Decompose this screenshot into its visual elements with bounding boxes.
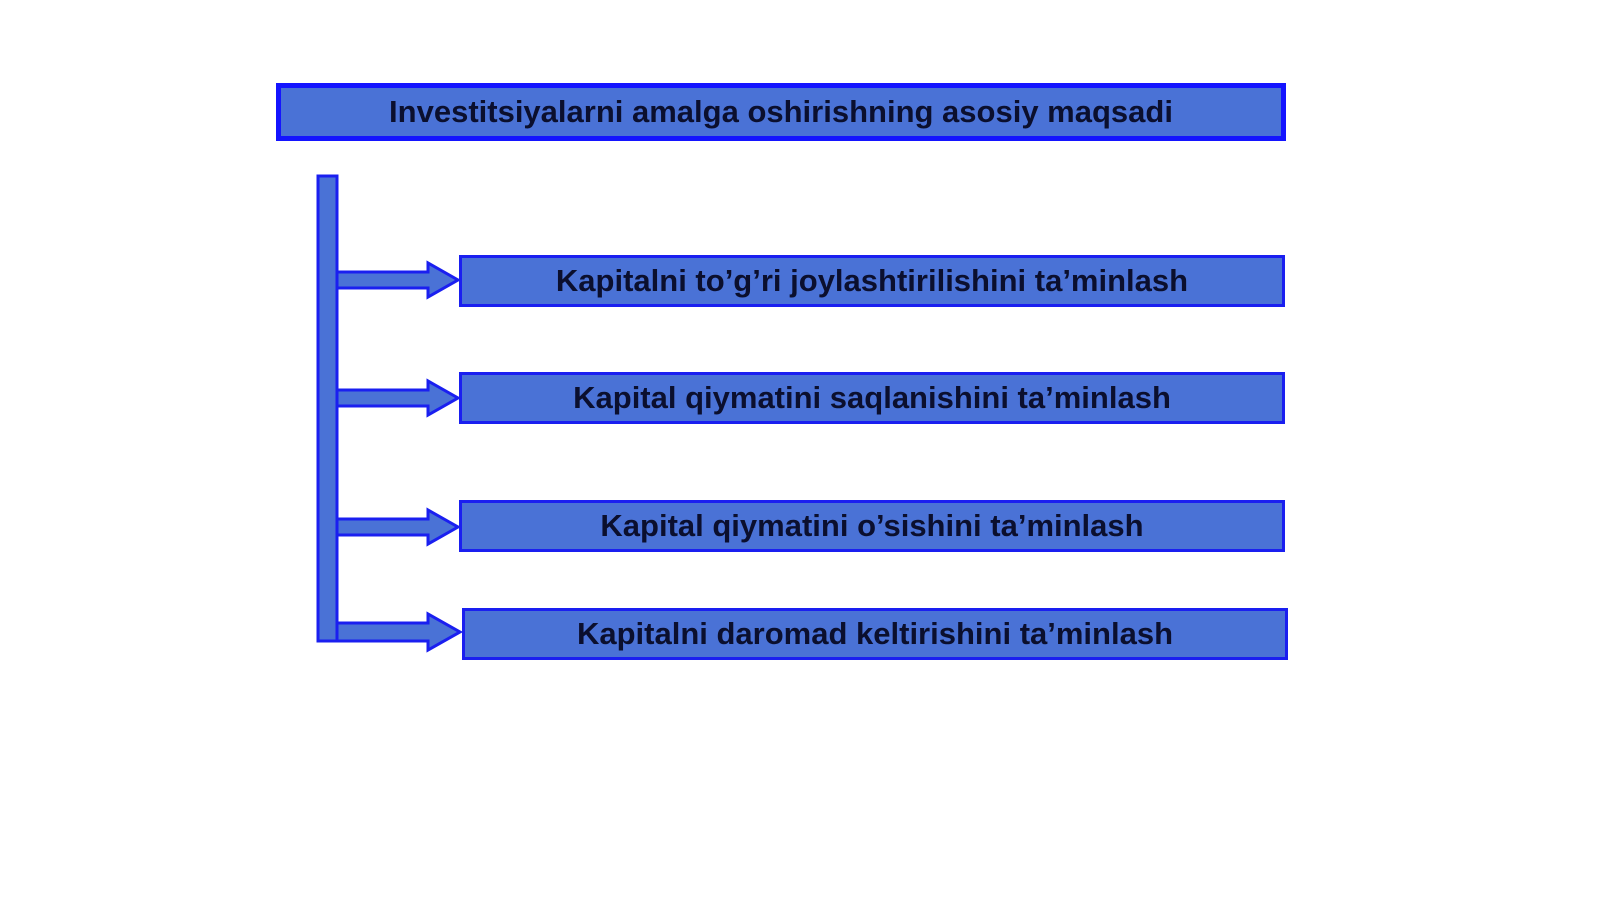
goal-box-2 (459, 372, 1285, 424)
goal-label-1: Kapitalni to’g’ri joylashtirilishini ta’minlash (555, 263, 1189, 298)
goal-box-1 (459, 255, 1285, 307)
goal-label-4: Kapitalni daromad keltirishini ta’minlash (576, 616, 1174, 651)
goal-box-3 (459, 500, 1285, 552)
goal-label-2: Kapital qiymatini saqlanishini ta’minlash (573, 380, 1171, 415)
arrow-to-item-1 (337, 263, 458, 297)
arrow-to-item-4 (337, 614, 460, 650)
vertical-connector-bar (318, 176, 337, 641)
diagram-title-box (276, 83, 1286, 141)
goal-box-4 (462, 608, 1288, 660)
diagram-title: Investitsiyalarni amalga oshirishning asosiy maqsadi (389, 94, 1173, 129)
arrow-to-item-3 (337, 510, 458, 544)
arrow-to-item-2 (337, 381, 458, 415)
goal-label-3: Kapital qiymatini o’sishini ta’minlash (600, 508, 1144, 543)
